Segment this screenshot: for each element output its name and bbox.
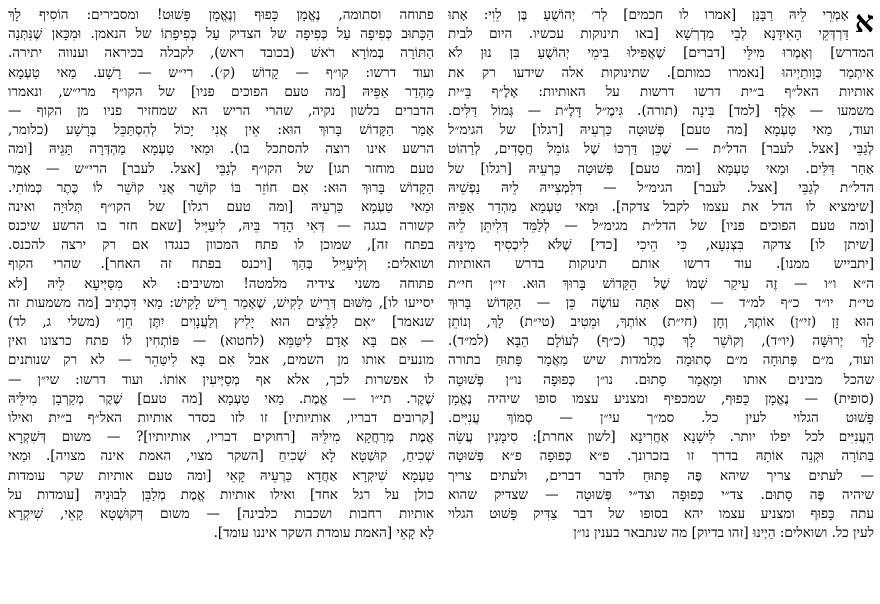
text-line: [יתבייש ממנו]. עוד דרשו אותם תינוקות בדרש האותיות (448, 256, 874, 273)
text-line: מונעים אותו מן השמים, אבל אִם בָּא לִיטַּהֵר — לא רק שנותנים (8, 352, 434, 369)
text-line: טעם מוחזר תגו] של הקו״ף לְגַבֵּי [אצל. לעבר] הרי״ש — אָמַר (8, 160, 434, 177)
text-line: ועוד, מַאי טַעְמָא [מה טעם] פְּשׁוּטָה כַּרְעֵיהּ [רגלו] של הגימ״ל (448, 122, 874, 139)
text-line: לָךְ יְרוּשָּׁה (יו״ד), וְקוֹשֵׁר לָךְ כֶּתֶר (כ״ף) לְעוֹלָם הַבָּא (למ״ד). (448, 333, 874, 350)
text-line: בַּתּוֹרָה וּקְנֵה אוֹתָהּ בדרך זו בזכרונך. פ״א כְּפוּפָה פ״א פְּשׁוּטָה (448, 448, 874, 465)
text-line: שהכל מבינים אותו וּמַאֲמָר סָתוּם. נו״ן כְּפוּפָה נו״ן פְּשׁוּטָה (448, 371, 874, 388)
text-line: [ומה טעם הפוכים פניו] של הדל״ת מגימ״ל — לְלַמֵּד דְּלִיתֵּן לֵיהּ (448, 218, 874, 235)
text-line: — לעתים צריך שיהא פֶּה פָּתוּחַ לדבר דברים, ולעתים צריך (448, 467, 874, 484)
chapter-letter: א (854, 6, 874, 40)
text-line: טַעְמָא שִׁיקְרָא אַחֲדָא כַּרְעֵיהּ קָאֵי [ומה טעם אותיות שקר עומדות (8, 467, 434, 484)
text-line: כולן על רגל אחד] ואילו אותיות אֱמֶת מְלַבֵּן לְבוּנֵיהּ [עומדות על (8, 486, 434, 503)
text-line: שֶׁקֶר. תי״ו — אֱמֶת. מַאי טַעְמָא [מה טעם] שֶׁקֶר מְקַרְבָן מִילֵּיהּ (8, 390, 434, 407)
text-line: ועוד דרשו: קו״ף — קָדוֹשׁ (ק׳). רי״ש — רָשָׁע. מַאי טַעְמָא (8, 64, 434, 81)
text-line: טי״ת יו״ד כ״ף למ״ד — וְאִם אַתָּה עוֹשֶׂה כֵּן — הַקָּדוֹשׁ בָּרוּךְ (448, 294, 874, 311)
text-line: — אִם בָּא אָדָם לִיטַּמֵּא (לחטוא) — פּוֹתְחִין לוֹ פתח כרצונו ואין (8, 333, 434, 350)
text-line: פתוחה משני צידיה מלמטה! ומשיבים: לא מִסַּיְּיעָא לֵיהּ [לא (8, 275, 434, 292)
text-line: הַכָּתוּב כְּפִיפָה עַל כְּפִיפָה של הצדיק עַל כְּפִיפָתוֹ של הנאמן. וּמִכָּאן שֶׁנִּתְּנָה (8, 26, 434, 43)
text-line: מַהְדַר אַפֵּיהּ [מה טעם הפוכים פניו] של הקו״ף מרי״ש, ונאמרו (8, 83, 434, 100)
text-line: פָּשׁוּט הגלוי לעין כל. סמ״ך עי״ן — סְמוֹךְ עֲנִיִּים. (448, 409, 874, 426)
text-line: אָמְרֵי לֵיהּ רַבָּנַן [אמרו לו חכמים] לְר׳ יְהוֹשֻׁעַ בֶּן לֵוִי: אָתוּ (448, 7, 849, 23)
text-line: אָמַר הַקָּדוֹשׁ בָּרוּךְ הוּא: אֵין אֲנִי יָכוֹל לְהִסְתַּכֵּל בְּרָשָׁע (כלומר, (8, 122, 434, 139)
text-line: בפתח זה], שמוכן לו פתח המכוון כנגדו אם רק ירצה להכנס. (8, 237, 434, 254)
text-line: אֱמֶת מְרַחֲקָא מִילֵּיהּ [רחוקים דבריו, אותיותיו]? — משום דְּשִׁקְרָא (8, 429, 434, 446)
text-line: לו אפשרות לכך, אלא אף מְסַיְּיעִין אוֹתוֹ. ועוד דרשו: שי״ן — (8, 371, 434, 388)
text-line: משמעו — אֶלֶף [למד] בִּינָה (תורה). גִּימֶ״ל דָּלֶ״ת — גְּמוֹל דַּלִּים. (448, 102, 874, 119)
text-line: הַקָּדוֹשׁ בָּרוּךְ הוּא: אִם חוֹזֵר בּוֹ קוֹשֵׁר אֲנִי קוֹשֵׁר לוֹ כֶּתֶר כְּמוֹתִי. (8, 179, 434, 196)
text-line: יסייעו לו], מִשּׁוּם דְּרֵישׁ לָקִישׁ, שֶׁאָמַר רֵישׁ לָקִישׁ: מַאי דִּכְתִיב [מה משמעות זה (8, 294, 434, 311)
text-line: הָעֲנִיִּים לכל יפלו יותר. לִישָׁנָא אַחֲרִינָא [לשון אחרת]: סִימָנִין עֲשֵׂה (448, 429, 874, 446)
text-line: שנאמר] ״אִם לַלֵּצִים הוּא יָלִיץ וְלַעֲנָוִים יִתֶּן חֵן״ (משלי ג, לד) (8, 314, 434, 330)
text-line: [שיתן לו] צדקה בִּצְנִעָא, כִּי הֵיכִי [כדי] שֶׁלֹּא לִיכְסִיף מִינֵּיהּ (448, 237, 874, 254)
text-line: ועוד, מ״ם פְּתוּחָה מ״ם סְתוּמָה מלמדות שיש מַאֲמָר פָּתוּחַ בתורה (448, 352, 874, 369)
text-line: לָא קָאֵי [האמת עומדת השקר איננו עומד]. (213, 525, 434, 542)
text-line: וּמַאי טַעְמָא כַּרְעֵיהּ [ומה טעם רגלו] של הקו״ף תְּלוּיָה ואינה (8, 198, 434, 215)
text-line: [שימציא לו הדל את עצמו לקבל צדקה]. וּמַאי טַעְמָא מַהְדַר אַפֵּיהּ (448, 198, 874, 215)
text-line: הדל״ת לְגַבֵּי [אצל. לעבר] הגימ״ל — דִּלִמְצִייהּ לֵיהּ נַפְשֵׁיהּ (448, 179, 874, 196)
text-line: הַתּוֹרָה בְּמוֹרָא רֹאשׁ (בכובד ראש), לקבלה בכיראה וענווה יתירה. (8, 45, 434, 62)
text-line: ה״א ו״ו — זֶה עִיקַר שְׁמוֹ שֶׁל הַקָּדוֹשׁ בָּרוּךְ הוּא. זי״ן חי״ת (448, 275, 874, 292)
text-line: דַּרְדְּקֵי הָאִידָּנָא לְבֵי מִדְרְשָׁא [באו תינוקות עכשיו. היום לבית (448, 26, 849, 43)
text-line: אִיתְמַר כְּוָותַיְיהוּ [נאמרו כמותם]. שתינוקות אלה שידעו רק את (448, 64, 874, 81)
text-line: עתה כָּפוּף ומצניע עצמו יהא בסופו של דבר צַדִּיק פָּשׁוּט הגלוי (448, 505, 874, 522)
text-line: לעין כל. ושואלים: הַיְינוּ [זהו בדיוק] מה שנתבאר בענין נו״ן (573, 525, 874, 542)
text-columns (8, 6, 874, 600)
text-line: המדרש] וְאָמְרוּ מִילֵּי [דברים] שֶׁאֲפִילוּ בִּימֵי יְהוֹשֻׁעַ בִּן נוּן לֹא (448, 45, 874, 62)
text-line: שְׁכִיחַ, קוּשְׁטָא לָא שְׁכִיחַ [השקר מצוי, האמת אינה מצויה]. וּמַאי (8, 448, 434, 465)
text-line: ושואלים: וְלִיעַיֵּיל בְּהַךְ [ויכנס בפתח זה האחר]. שהרי הקוף (8, 256, 434, 273)
right-text-column (448, 6, 874, 600)
text-line: פתוחה וסתומה, נֶאֱמָן כָּפוּף וְנֶאֱמָן פָּשׁוּט! ומסבירים: הוֹסִיף לָךְ (8, 7, 434, 23)
text-line: אַחַר דַּלִּים. וּמַאי טַעְמָא [ומה טעם] פְּשׁוּטָה כַּרְעֵיהּ [רגלו] של (448, 160, 874, 177)
text-line: אותיות רחבות ושכבות כלבינה] — משום דְּקוּשְׁטָא קָאֵי, שִׁיקְרָא (8, 505, 434, 522)
text-line: אותיות האל״ף ב״ית דרשו דרשות על האותיות: אָלֶ״ף בֵּ״ית (448, 83, 874, 100)
text-line: (סופית) — נֶאֱמָן כָּפוּף, שמכפיף ומצניע עצמו סופו שיהיה נֶאֱמָן (448, 390, 874, 407)
text-line: הוּא זָן (זי״ן) אוֹתְךָ, וְחָן (חי״ת) אוֹתְךָ, וּמֵטִיב (טי״ת) לָךְ, וְנוֹתֵן (448, 314, 874, 330)
text-line: הדברים בלשון נקיה, שהרי הריש הא שמחזיר פניו מן הקוף — (8, 102, 434, 119)
text-line: שיהיה פֶּה סָתוּם. צד״י כְּפוּפָה וצד״י פְּשׁוּטָה — שצדיק שהוא (448, 486, 874, 503)
left-text-column (8, 6, 434, 600)
text-line: הרשע אינו רוצה להסתכל בו). וּמַאי טַעְמָא מַהְדְּרָה תָּגֵיהּ [ומה (8, 141, 434, 158)
text-line: [קרובים דבריו, אותיותיו] זו לזו בסדר אותיות האל״ף ב״ית ואילו (8, 409, 434, 426)
text-line: לְגַבֵּי [אצל. לעבר] הדל״ת — שֶׁכֵּן דַּרְכּוֹ שֶׁל גּוֹמֵל חֲסָדִים, לְרַהוֹט (448, 141, 874, 158)
text-line: קשורה בגגה — דְּאִי הָדַר בֵּיהּ, לִיעַיֵּיל [שאם חזר בו הרשע שיכנס (8, 218, 434, 235)
